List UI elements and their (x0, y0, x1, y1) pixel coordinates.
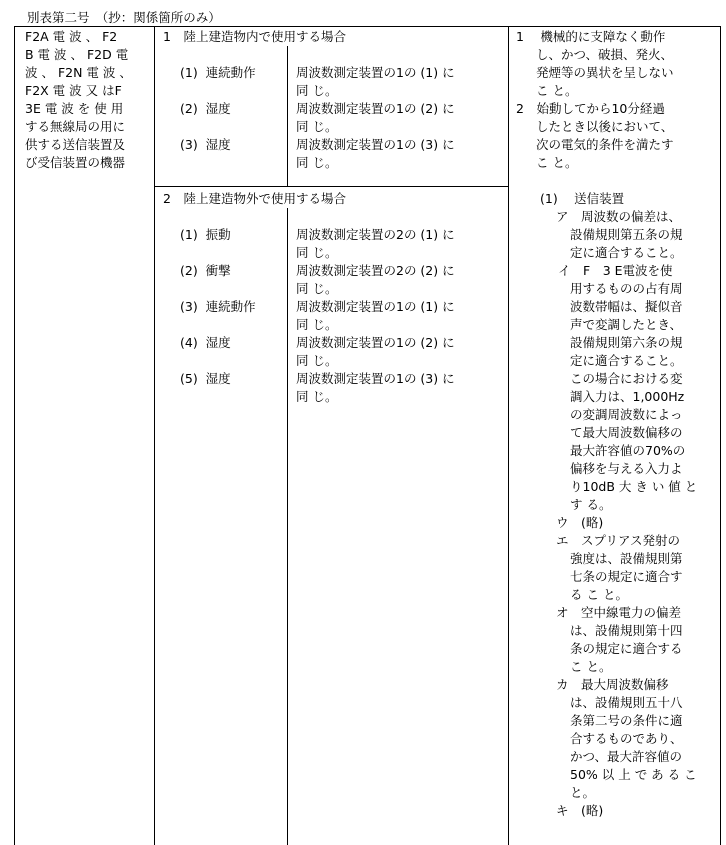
equipment-line: 波 、 F2N 電 波 、 (25, 65, 132, 80)
column-divider-2 (287, 46, 288, 186)
condition-ki (556, 802, 603, 820)
condition-line: 強度は、設備規則第 (570, 551, 683, 566)
condition-line: し、かつ、破損、発火、 (536, 47, 674, 62)
column-divider-1 (154, 26, 155, 845)
condition-line: キ (略) (556, 803, 604, 818)
equipment-line: F2A 電 波 、 F2 (25, 29, 118, 44)
condition-line: こ と。 (570, 659, 612, 674)
condition-line: ア 周波数の偏差は、 (556, 209, 682, 224)
condition-line: 1 機械的に支障なく動作 (516, 29, 666, 44)
section-divider (154, 186, 508, 187)
condition-line: 声で変調したとき、 (570, 317, 683, 332)
condition-line: す る。 (570, 497, 612, 512)
condition-line: カ 最大周波数偏移 (556, 677, 669, 692)
row-text-line: 周波数測定装置の2の (1) に (296, 227, 455, 242)
row-text-line: 同 じ。 (296, 317, 338, 332)
section1-row-label: (1) 連続動作 (180, 65, 256, 80)
table-right-border (720, 26, 721, 845)
condition-item-1 (516, 28, 674, 100)
condition-line: 合するものであり、 (570, 731, 683, 746)
section2-row-text (296, 226, 455, 262)
condition-line: したとき以後において、 (536, 119, 674, 134)
equipment-line: B 電 波 、 F2D 電 (25, 47, 129, 62)
section2-title: 2 陸上建造物外で使用する場合 (163, 191, 346, 206)
condition-e (556, 532, 683, 604)
section2-row-label: (3) 連続動作 (180, 299, 256, 314)
condition-line: 2 始動してから10分経過 (516, 101, 665, 116)
row-text-line: 周波数測定装置の2の (2) に (296, 263, 455, 278)
condition-line: 条第二号の条件に適 (570, 713, 683, 728)
equipment-line: F2X 電 波 又 はF (25, 83, 122, 98)
condition-line: 定に適合すること。 (570, 353, 683, 368)
equipment-line: する無線局の用に (25, 119, 126, 134)
condition-line: イ F 3 E電波を使 (558, 263, 673, 278)
row-text-line: 周波数測定装置の1の (1) に (296, 65, 455, 80)
condition-a (556, 208, 683, 262)
row-text-line: 周波数測定装置の1の (1) に (296, 299, 455, 314)
condition-line: る こ と。 (570, 587, 628, 602)
equipment-line: び受信装置の機器 (25, 155, 126, 170)
column-divider-4 (508, 26, 509, 845)
condition-line: は、設備規則第十四 (570, 623, 683, 638)
condition-line: 設備規則第五条の規 (570, 227, 683, 242)
condition-i (558, 262, 697, 514)
equipment-cell (25, 28, 132, 172)
condition-line: 最大許容値の70%の (570, 443, 686, 458)
condition-line: こ と。 (536, 155, 578, 170)
condition-line: と。 (570, 785, 596, 800)
row-text-line: 同 じ。 (296, 281, 338, 296)
row-text-line: 同 じ。 (296, 83, 338, 98)
transmitter-heading: (1) 送信装置 (540, 191, 625, 206)
condition-line: 50% 以 上 で あ る こ (570, 767, 697, 782)
condition-u (556, 514, 603, 532)
column-divider-3 (287, 208, 288, 845)
condition-line: 条の規定に適合する (570, 641, 683, 656)
equipment-line: 3E 電 波 を 使 用 (25, 101, 124, 116)
table-caption: 別表第二号 （抄：関係箇所のみ） (27, 10, 221, 25)
row-text-line: 同 じ。 (296, 389, 338, 404)
condition-o (556, 604, 683, 676)
condition-line: り10dB 大 き い 値 と (570, 479, 698, 494)
row-text-line: 同 じ。 (296, 155, 338, 170)
condition-line: この場合における変 (570, 371, 683, 386)
row-text-line: 同 じ。 (296, 353, 338, 368)
section1-row-text (296, 136, 455, 172)
section2-row-label: (4) 湿度 (180, 335, 231, 350)
section2-row-text (296, 298, 455, 334)
section1-row-label: (2) 湿度 (180, 101, 231, 116)
section2-row-text (296, 262, 455, 298)
condition-line: 偏移を与える入力よ (570, 461, 683, 476)
condition-line: エ スプリアス発射の (556, 533, 681, 548)
section1-row-text (296, 64, 455, 100)
row-text-line: 周波数測定装置の1の (2) に (296, 335, 455, 350)
condition-line: 発煙等の異状を呈しない (536, 65, 674, 80)
condition-line: こ と。 (536, 83, 578, 98)
condition-line: 波数帯幅は、擬似音 (570, 299, 683, 314)
condition-line: 用するものの占有周 (570, 281, 683, 296)
condition-line: 定に適合すること。 (570, 245, 683, 260)
condition-line: は、設備規則五十八 (570, 695, 683, 710)
section2-row-text (296, 334, 455, 370)
row-text-line: 周波数測定装置の1の (3) に (296, 137, 455, 152)
condition-line: の変調周波数によっ (570, 407, 683, 422)
row-text-line: 同 じ。 (296, 119, 338, 134)
condition-line: ウ (略) (556, 515, 604, 530)
condition-ka (556, 676, 697, 802)
section1-title: 1 陸上建造物内で使用する場合 (163, 29, 346, 44)
section2-row-label: (5) 湿度 (180, 371, 231, 386)
row-text-line: 周波数測定装置の1の (3) に (296, 371, 455, 386)
condition-line: 七条の規定に適合す (570, 569, 683, 584)
section1-row-label: (3) 湿度 (180, 137, 231, 152)
condition-line: 調入力は、1,000Hz (570, 389, 685, 404)
section2-row-text (296, 370, 455, 406)
condition-item-2 (516, 100, 674, 172)
condition-line: 次の電気的条件を満たす (536, 137, 674, 152)
table-top-border (14, 26, 720, 27)
condition-line: かつ、最大許容値の (570, 749, 683, 764)
row-text-line: 周波数測定装置の1の (2) に (296, 101, 455, 116)
section2-row-label: (1) 振動 (180, 227, 231, 242)
section1-row-text (296, 100, 455, 136)
condition-line: 設備規則第六条の規 (570, 335, 683, 350)
condition-line: オ 空中線電力の偏差 (556, 605, 682, 620)
equipment-line: 供する送信装置及 (25, 137, 126, 152)
section2-row-label: (2) 衝撃 (180, 263, 231, 278)
condition-line: て最大周波数偏移の (570, 425, 683, 440)
table-left-border (14, 26, 15, 845)
row-text-line: 同 じ。 (296, 245, 338, 260)
